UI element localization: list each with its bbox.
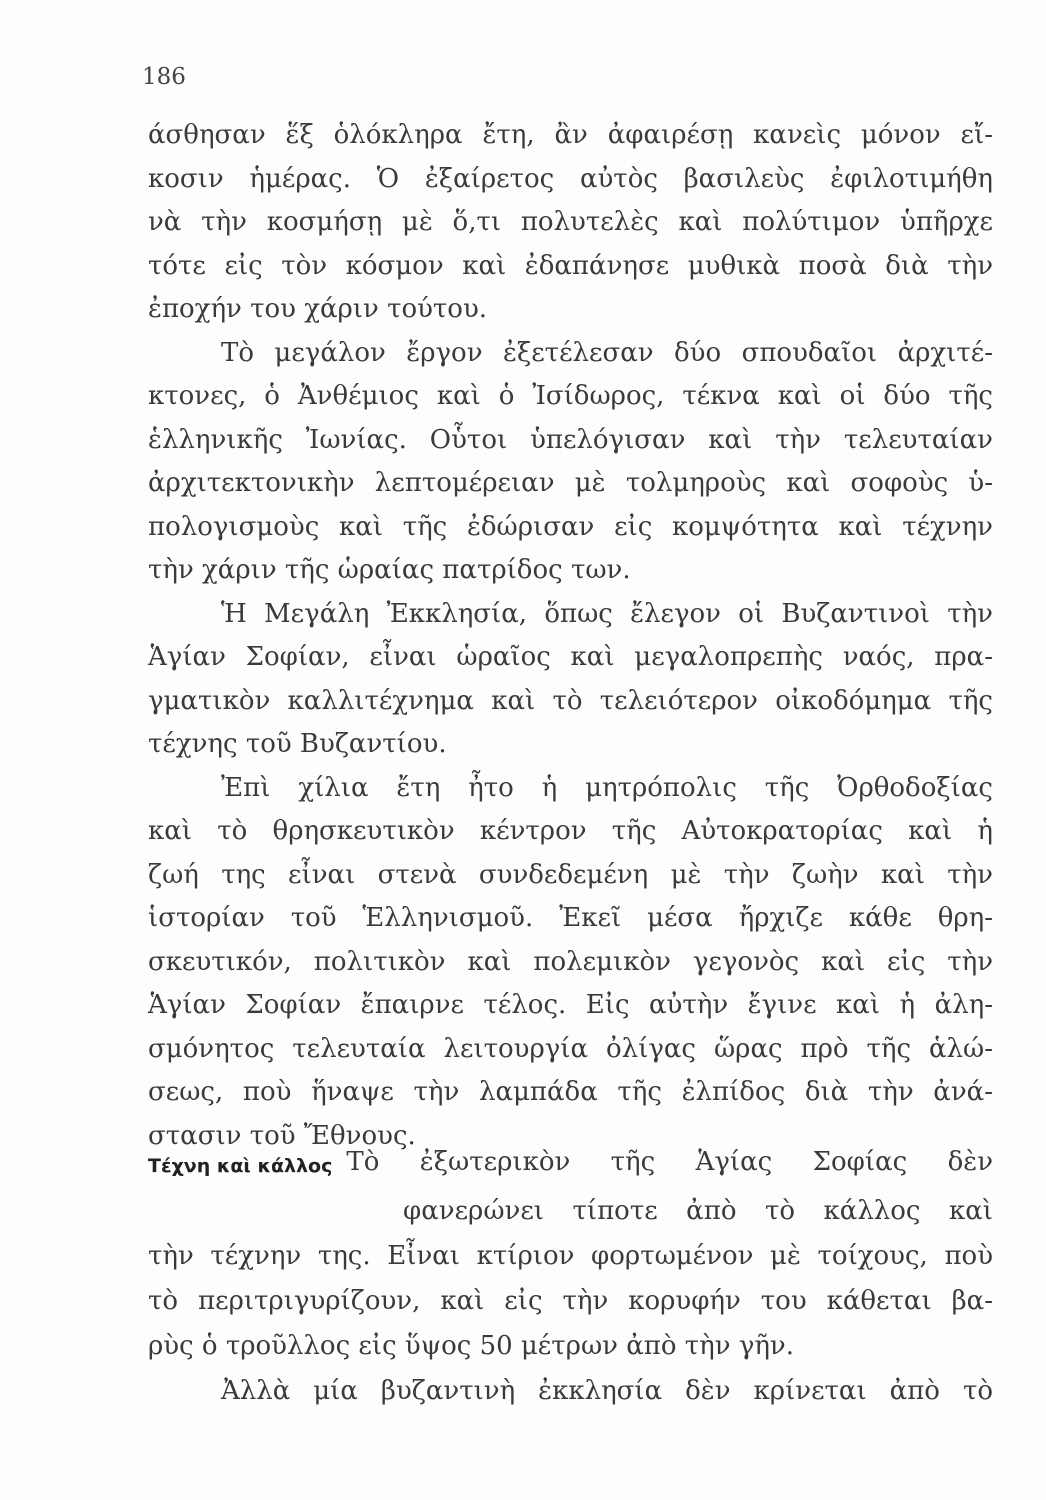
text-line: καὶ τὸ θρησκευτικὸν κέντρον τῆς Αὐτοκρατορίας καὶ ἡ bbox=[148, 816, 993, 846]
text-line: ἀρχιτεκτονικὴν λεπτομέρειαν μὲ τολμηροὺς καὶ σοφοὺς ὑ- bbox=[148, 468, 993, 498]
text-line: ἱστορίαν τοῦ Ἑλληνισμοῦ. Ἐκεῖ μέσα ἤρχιζε κάθε θρη- bbox=[148, 903, 993, 933]
text-line: σκευτικόν, πολιτικὸν καὶ πολεμικὸν γεγονὸς καὶ εἰς τὴν bbox=[148, 946, 993, 977]
text-line: γματικὸν καλλιτέχνημα καὶ τὸ τελειότερον οἰκοδόμημα τῆς bbox=[148, 685, 993, 716]
text-line: τέχνης τοῦ Βυζαντίου. bbox=[148, 729, 447, 759]
text-line: τὴν τέχνην της. Εἶναι κτίριον φορτωμένον μὲ τοίχους, ποὺ bbox=[148, 1241, 993, 1271]
text-line: τότε εἰς τὸν κόσμον καὶ ἐδαπάνησε μυθικὰ ποσὰ διὰ τὴν bbox=[148, 250, 993, 281]
text-line: στασιν τοῦ Ἔθνους. bbox=[148, 1120, 416, 1151]
text-line: άσθησαν ἕξ ὁλόκληρα ἔτη, ἂν ἀφαιρέσῃ κανεὶς μόνον εἴ- bbox=[148, 120, 993, 150]
body-text bbox=[148, 114, 993, 1158]
text-line: Ἡ Μεγάλη Ἐκκλησία, ὅπως ἔλεγον οἱ Βυζαντινοὶ τὴν bbox=[221, 598, 993, 629]
text-line: Τὸ μεγάλον ἔργον ἐξετέλεσαν δύο σπουδαῖοι ἀρχιτέ- bbox=[221, 337, 993, 368]
text-line: Ἁγίαν Σοφίαν ἔπαιρνε τέλος. Εἰς αὐτὴν ἔγινε καὶ ἡ ἀλη- bbox=[148, 990, 993, 1020]
page-number: 186 bbox=[142, 64, 186, 90]
text-line: ρὺς ὁ τροῦλλος εἰς ὕψος 50 μέτρων ἀπὸ τὴν γῆν. bbox=[148, 1331, 795, 1361]
text-line: Τὸ ἐξωτερικὸν τῆς Ἁγίας Σοφίας δὲν bbox=[346, 1147, 993, 1177]
text-line: σεως, ποὺ ἥναψε τὴν λαμπάδα τῆς ἐλπίδος διὰ τὴν ἀνά- bbox=[148, 1077, 993, 1107]
text-line: Ἐπὶ χίλια ἔτη ἦτο ἡ μητρόπολις τῆς Ὀρθοδοξίας bbox=[221, 772, 993, 803]
section-art-and-beauty bbox=[148, 1140, 993, 1414]
text-line: ἐποχήν του χάριν τούτου. bbox=[148, 294, 488, 324]
text-line: πολογισμοὺς καὶ τῆς ἐδώρισαν εἰς κομψότητα καὶ τέχνην bbox=[148, 511, 993, 542]
text-line: τὸ περιτριγυρίζουν, καὶ εἰς τὴν κορυφήν του κάθεται βα- bbox=[148, 1286, 993, 1316]
text-line: νὰ τὴν κοσμήσῃ μὲ ὅ,τι πολυτελὲς καὶ πολύτιμον ὑπῆρχε bbox=[148, 207, 993, 237]
section-heading: Τέχνη καὶ κάλλος bbox=[148, 1155, 333, 1177]
text-line: ἑλληνικῆς Ἰωνίας. Οὗτοι ὑπελόγισαν καὶ τὴν τελευταίαν bbox=[148, 424, 993, 455]
text-line: Ἀλλὰ μία βυζαντινὴ ἐκκλησία δὲν κρίνεται ἀπὸ τὸ bbox=[221, 1376, 993, 1406]
text-line: κοσιν ἡμέρας. Ὁ ἐξαίρετος αὐτὸς βασιλεὺς ἐφιλοτιμήθη bbox=[148, 163, 993, 194]
text-line: ζωή της εἶναι στενὰ συνδεδεμένη μὲ τὴν ζωὴν καὶ τὴν bbox=[148, 859, 993, 890]
section-first-row bbox=[148, 1140, 993, 1189]
text-line: Ἁγίαν Σοφίαν, εἶναι ὡραῖος καὶ μεγαλοπρεπὴς ναός, πρα- bbox=[148, 642, 993, 672]
text-line: σμόνητος τελευταία λειτουργία ὀλίγας ὥρας πρὸ τῆς ἁλώ- bbox=[148, 1033, 993, 1064]
text-line: κτονες, ὁ Ἀνθέμιος καὶ ὁ Ἰσίδωρος, τέκνα καὶ οἱ δύο τῆς bbox=[148, 381, 993, 411]
text-line: φανερώνει τίποτε ἀπὸ τὸ κάλλος καὶ bbox=[403, 1196, 993, 1226]
text-line: τὴν χάριν τῆς ὡραίας πατρίδος των. bbox=[148, 555, 631, 585]
